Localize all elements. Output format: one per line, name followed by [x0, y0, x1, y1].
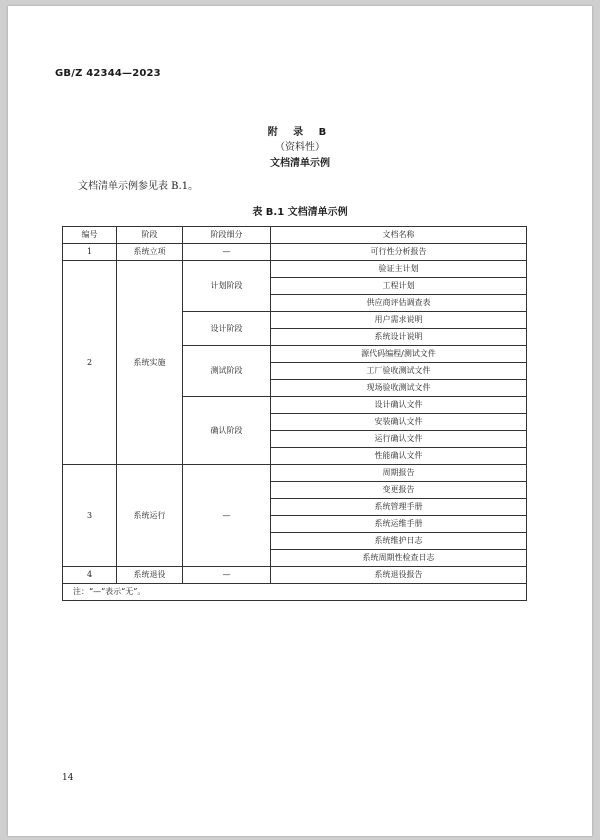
table-row — [63, 567, 527, 584]
row-number-cell: 3 — [63, 465, 117, 567]
document-name-cell: 验证主计划 — [271, 261, 527, 278]
document-name-cell: 性能确认文件 — [271, 448, 527, 465]
page-number: 14 — [62, 773, 74, 783]
table-row — [63, 465, 527, 482]
header-cell-document-name: 文档名称 — [271, 227, 527, 244]
document-name-cell: 变更报告 — [271, 482, 527, 499]
row-number-cell: 2 — [63, 261, 117, 465]
stage-cell: 系统实施 — [117, 261, 183, 465]
table-row — [63, 261, 527, 278]
annex-type: （资料性） — [275, 142, 325, 153]
document-name-cell: 安装确认文件 — [271, 414, 527, 431]
document-name-cell: 工厂验收测试文件 — [271, 363, 527, 380]
table-caption: 表 B.1 文档清单示例 — [252, 207, 348, 218]
row-number-cell: 1 — [63, 244, 117, 261]
document-name-cell: 系统设计说明 — [271, 329, 527, 346]
document-name-cell: 可行性分析报告 — [271, 244, 527, 261]
document-name-cell: 系统运维手册 — [271, 516, 527, 533]
annex-label: 附 录 B — [267, 127, 333, 138]
document-list-table — [62, 226, 527, 601]
intro-paragraph: 文档清单示例参见表 B.1。 — [78, 181, 199, 192]
stage-cell: 系统立项 — [117, 244, 183, 261]
document-name-cell: 系统维护日志 — [271, 533, 527, 550]
substage-cell: 测试阶段 — [183, 346, 271, 397]
substage-cell: 计划阶段 — [183, 261, 271, 312]
document-name-cell: 系统周期性检查日志 — [271, 550, 527, 567]
header-cell-stage: 阶段 — [117, 227, 183, 244]
substage-cell: 确认阶段 — [183, 397, 271, 465]
document-name-cell: 系统退役报告 — [271, 567, 527, 584]
document-name-cell: 现场验收测试文件 — [271, 380, 527, 397]
table-note-row — [63, 584, 527, 601]
document-name-cell: 周期报告 — [271, 465, 527, 482]
table-row — [63, 244, 527, 261]
stage-cell: 系统退役 — [117, 567, 183, 584]
annex-title: 文档清单示例 — [270, 158, 330, 169]
document-name-cell: 运行确认文件 — [271, 431, 527, 448]
table-note: 注：“—”表示“无”。 — [63, 584, 527, 601]
document-name-cell: 设计确认文件 — [271, 397, 527, 414]
substage-cell: — — [183, 465, 271, 567]
document-name-cell: 用户需求说明 — [271, 312, 527, 329]
document-name-cell: 源代码编程/测试文件 — [271, 346, 527, 363]
standard-number: GB/Z 42344—2023 — [55, 68, 161, 79]
document-name-cell: 工程计划 — [271, 278, 527, 295]
substage-cell: — — [183, 244, 271, 261]
header-cell-substage: 阶段细分 — [183, 227, 271, 244]
table-body — [63, 244, 527, 601]
header-cell-number: 编号 — [63, 227, 117, 244]
document-name-cell: 供应商评估调查表 — [271, 295, 527, 312]
stage-cell: 系统运行 — [117, 465, 183, 567]
document-name-cell: 系统管理手册 — [271, 499, 527, 516]
row-number-cell: 4 — [63, 567, 117, 584]
table-header-row — [63, 227, 527, 244]
substage-cell: 设计阶段 — [183, 312, 271, 346]
substage-cell: — — [183, 567, 271, 584]
